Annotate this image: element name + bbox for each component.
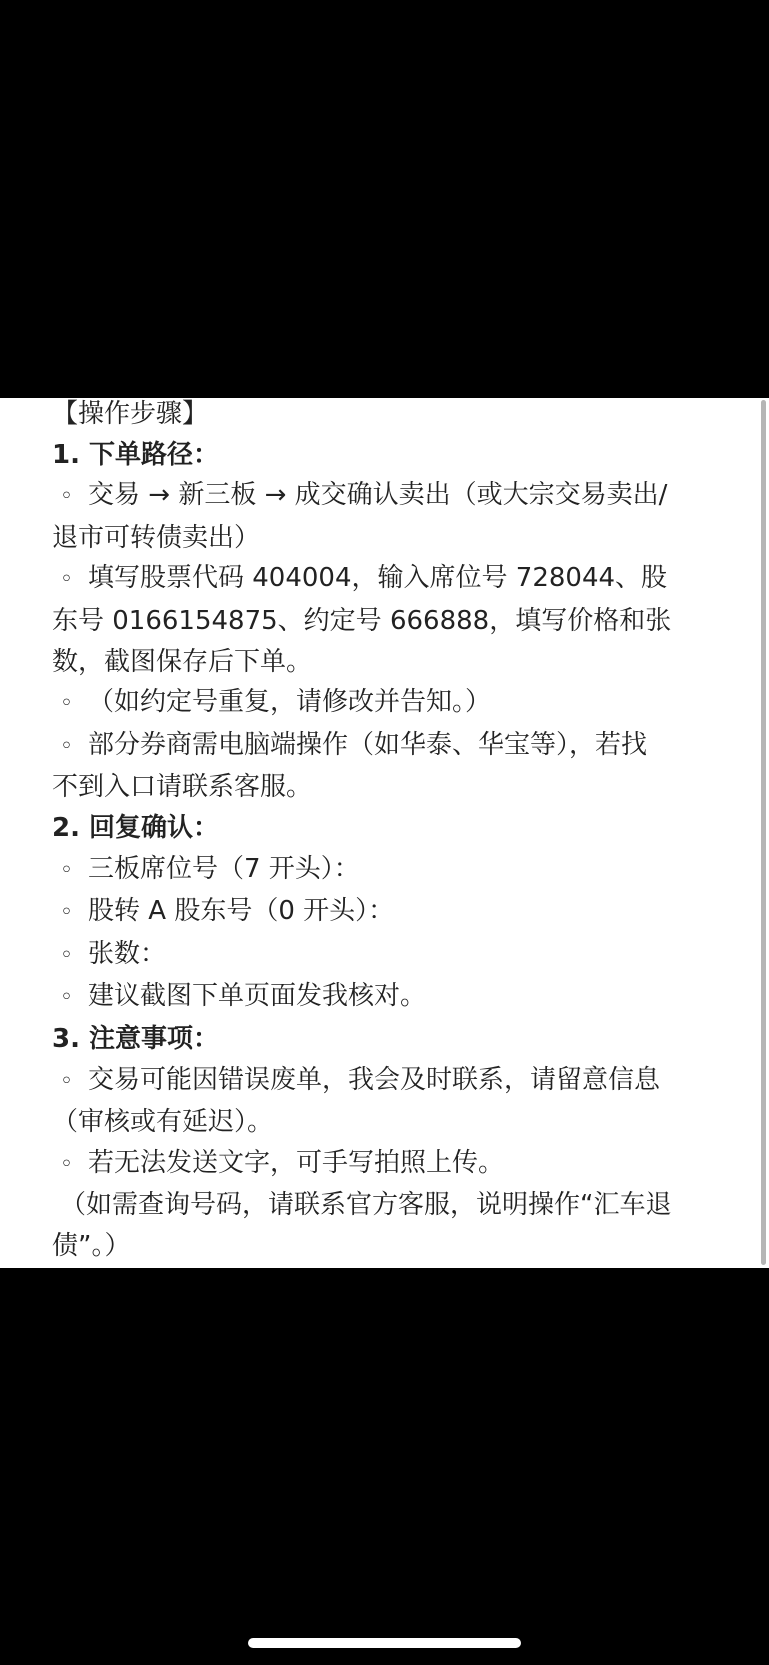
list-item <box>52 849 729 892</box>
message-content <box>0 398 769 1268</box>
list-item-text: 若无法发送文字，可手写拍照上传。 <box>88 1147 505 1178</box>
list-item-text: 建议截图下单页面发我核对。 <box>88 981 427 1012</box>
footer-note-continuation: 债”。） <box>52 1230 131 1261</box>
list-item-continuation: 数，截图保存后下单。 <box>52 646 313 677</box>
scrollbar[interactable] <box>761 400 766 1265</box>
section-title-reply-confirm: 2. 回复确认： <box>52 812 220 843</box>
list-item-text: 股转 A 股东号（0 开头）： <box>88 896 395 927</box>
list-item <box>52 891 729 934</box>
bullet-icon: ◦ <box>60 567 73 593</box>
bullet-icon: ◦ <box>60 691 73 717</box>
list-item <box>52 558 729 601</box>
list-item-continuation: 东号 0166154875、约定号 666888，填写价格和张 <box>52 605 672 636</box>
steps-header: 【操作步骤】 <box>52 399 209 429</box>
list-item <box>52 475 729 518</box>
section-title-order-path: 1. 下单路径： <box>52 439 220 470</box>
list-item-text: （如约定号重复，请修改并告知。） <box>88 687 492 718</box>
list-item-text: 张数： <box>88 938 167 969</box>
list-item-text: 部分券商需电脑端操作（如华泰、华宝等），若找 <box>88 729 648 760</box>
bullet-icon: ◦ <box>60 1151 73 1177</box>
list-item-continuation: （审核或有延迟）。 <box>52 1107 274 1138</box>
list-item-text: 交易 → 新三板 → 成交确认卖出（或大宗交易卖出/ <box>88 480 668 511</box>
list-item-text: 填写股票代码 404004，输入席位号 728044、股 <box>88 563 668 594</box>
bullet-icon: ◦ <box>60 484 73 510</box>
list-item-continuation: 不到入口请联系客服。 <box>52 772 313 803</box>
list-item <box>52 682 729 725</box>
section-title-notes: 3. 注意事项： <box>52 1023 220 1054</box>
footer-note: （如需查询号码，请联系官方客服，说明操作“汇车退 <box>60 1190 672 1221</box>
bullet-icon: ◦ <box>60 1068 73 1094</box>
bullet-icon: ◦ <box>60 985 73 1011</box>
list-item <box>52 1143 729 1186</box>
list-item <box>52 934 729 977</box>
bullet-icon: ◦ <box>60 857 73 883</box>
list-item <box>52 1060 729 1103</box>
list-item-text: 三板席位号（7 开头）： <box>88 853 360 884</box>
bullet-icon: ◦ <box>60 942 73 968</box>
list-item <box>52 976 729 1019</box>
list-item-text: 交易可能因错误废单，我会及时联系，请留意信息 <box>88 1064 661 1095</box>
bullet-icon: ◦ <box>60 733 73 759</box>
home-indicator[interactable] <box>248 1638 521 1648</box>
bullet-icon: ◦ <box>60 900 73 926</box>
list-item-continuation: 退市可转债卖出） <box>52 522 261 553</box>
list-item <box>52 725 729 768</box>
